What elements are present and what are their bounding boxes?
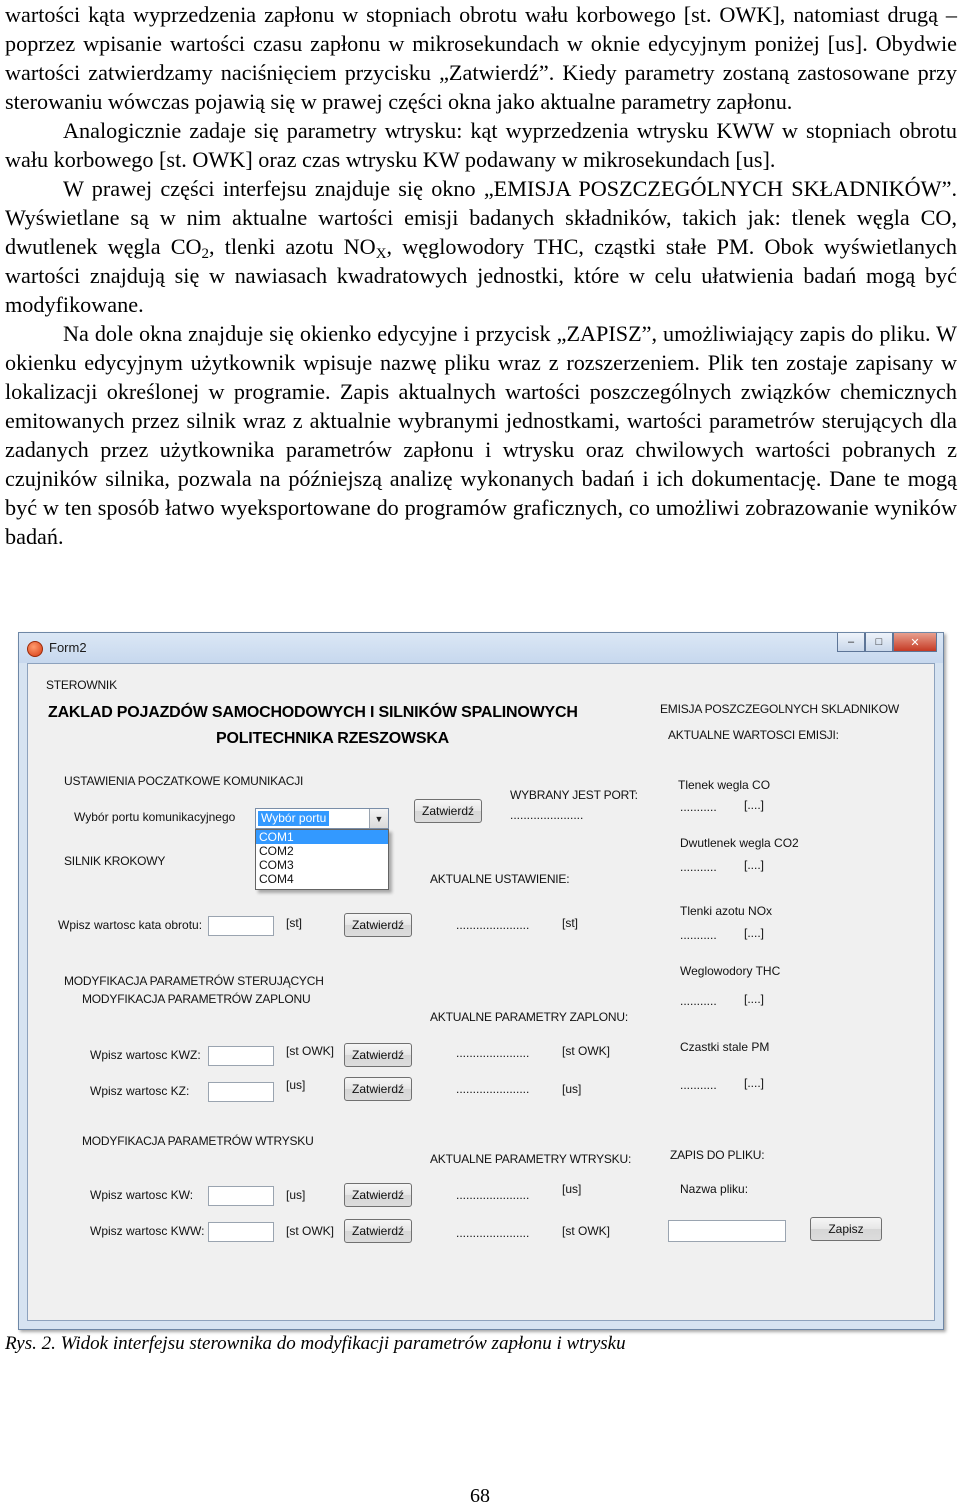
kw-input[interactable] [208,1186,274,1206]
paragraph: wartości kąta wyprzedzenia zapłonu w stopniach obrotu wału korbowego [st. OWK], natomiast drugą – poprzez wpisanie wartości czasu zapłonu w mikrosekundach w oknie edycyjnym poniżej [us]. Obydwie wartości zatwierdzamy naciśnięciem przycisku „Zatwierdź”. Kiedy parametry zostaną zastosowane przy sterowaniu wówczas pojawią się w prawej części okna jako aktualne parametry zapłonu. [5,2,957,114]
sterownik-group-label: STEROWNIK [46,678,117,692]
paragraph-text: , węglowodory THC, cząstki stałe PM. Obok wyświetlanych wartości znajdują się w nawiasach kwadratowych jednostki, które w celu ułatwienia badań mogą być modyfikowane. [5,234,957,317]
port-option[interactable]: COM4 [259,872,294,886]
kw-unit: [us] [286,1188,306,1202]
kz-input[interactable] [208,1082,274,1102]
comm-settings-group-label: USTAWIENIA POCZATKOWE KOMUNIKACJI [64,774,304,788]
paragraph-text: W prawej części interfejsu znajduje się okno „EMISJA POSZCZEGÓLNYCH SKŁADNIKÓW”. Wyświetlane są w nim aktualne wartości emisji badanych składników, takich jak: tlenek węgla CO, dwutlenek węgla CO [5,176,957,259]
angle-confirm-button[interactable]: Zatwierdź [344,913,412,937]
kww-input[interactable] [208,1222,274,1242]
title-bar[interactable] [19,633,943,663]
save-button[interactable]: Zapisz [810,1217,882,1241]
figure-caption: Rys. 2. Widok interfejsu sterownika do modyfikacji parametrów zapłonu i wtrysku [5,1333,626,1354]
kz-confirm-button[interactable]: Zatwierdź [344,1077,412,1101]
current-emission-label: AKTUALNE WARTOSCI EMISJI: [668,728,839,742]
thc-unit: [....] [744,992,765,1006]
port-select[interactable] [255,808,389,829]
app-icon [27,641,43,657]
port-option[interactable]: COM3 [259,858,294,872]
port-select-value: Wybór portu [258,811,329,826]
current-angle-value: ...................... [456,918,530,932]
kwz-label: Wpisz wartosc KWZ: [90,1048,201,1062]
stepper-group-label: SILNIK KROKOWY [64,854,166,868]
angle-unit: [st] [286,916,303,930]
form-client-area [27,663,935,1321]
co-unit: [....] [744,798,765,812]
save-group-label: ZAPIS DO PLIKU: [670,1148,765,1162]
co-value: ........... [680,800,717,814]
emission-group-label: EMISJA POSZCZEGOLNYCH SKLADNIKOW [660,702,899,716]
close-button[interactable]: ✕ [893,633,937,652]
paragraph: Na dole okna znajduje się okienko edycyjne i przycisk „ZAPISZ”, umożliwiający zapis do pliku. W okienku edycyjnym użytkownik wpisuje nazwę pliku wraz z rozszerzeniem. Plik ten zostaje zapisany w lokalizacji określonej w programie. Zapis aktualnych wartości poszczególnych związków chemicznych emitowanych przez silnik wraz z aktualnie wybranymi jednostkami, wartości parametrów sterujących dla zadanych przez użytkownika parametrów zapłonu i wtrysku oraz chwilowych wartości pobranych z czujników silnika, pozwala na późniejszą analizę wykonanych badań i ich dokumentację. Dane te mogą być w ten sposób łatwo wyeksportowane do programów graficznych, co umożliwi zobrazowanie wyników badań. [5,321,957,549]
paragraph-emisja [5,174,957,319]
current-kz-value: ...................... [456,1082,530,1096]
nox-label: Tlenki azotu NOx [680,904,773,918]
control-params-group-label: MODYFIKACJA PARAMETRÓW STERUJĄCYCH [64,974,324,988]
form-window [18,632,944,1330]
thc-label: Weglowodory THC [680,964,781,978]
chevron-down-icon[interactable]: ▼ [369,809,388,828]
port-confirm-button[interactable]: Zatwierdź [414,799,482,823]
kww-label: Wpisz wartosc KWW: [90,1224,205,1238]
co2-unit: [....] [744,858,765,872]
kz-label: Wpisz wartosc KZ: [90,1084,190,1098]
selected-port-label: WYBRANY JEST PORT: [510,788,638,802]
kw-confirm-button[interactable]: Zatwierdź [344,1183,412,1207]
paragraph-text: , tlenki azotu NO [209,234,376,259]
co-label: Tlenek wegla CO [678,778,771,792]
current-injection-label: AKTUALNE PARAMETRY WTRYSKU: [430,1152,632,1166]
port-dropdown-list [255,829,389,890]
current-setting-label: AKTUALNE USTAWIENIE: [430,872,570,886]
port-option[interactable]: COM1 [256,830,388,844]
current-kww-unit: [st OWK] [562,1224,610,1238]
current-angle-unit: [st] [562,916,579,930]
kz-unit: [us] [286,1078,306,1092]
heading-politechnika: POLITECHNIKA RZESZOWSKA [216,730,450,747]
kwz-unit: [st OWK] [286,1044,334,1058]
current-ignition-label: AKTUALNE PARAMETRY ZAPLONU: [430,1010,628,1024]
port-option[interactable]: COM2 [259,844,294,858]
paragraph: Analogicznie zadaje się parametry wtrysku: kąt wyprzedzenia wtrysku KWW w stopniach obrotu wału korbowego [st. OWK] oraz czas wtrysku KW podawany w mikrosekundach [us]. [5,118,957,172]
injection-group-label: MODYFIKACJA PARAMETRÓW WTRYSKU [82,1134,314,1148]
nox-value: ........... [680,928,717,942]
minimize-button[interactable]: – [837,633,865,652]
co2-value: ........... [680,860,717,874]
window-title: Form2 [49,640,87,655]
kww-unit: [st OWK] [286,1224,334,1238]
thc-value: ........... [680,994,717,1008]
angle-input[interactable] [208,916,274,936]
pm-value: ........... [680,1078,717,1092]
kwz-confirm-button[interactable]: Zatwierdź [344,1043,412,1067]
subscript: X [375,246,387,262]
subscript: 2 [201,246,210,262]
co2-label: Dwutlenek wegla CO2 [680,836,799,850]
pm-unit: [....] [744,1076,765,1090]
port-label: Wybór portu komunikacyjnego [74,810,236,824]
selected-port-value: ...................... [510,808,584,822]
current-kwz-unit: [st OWK] [562,1044,610,1058]
angle-label: Wpisz wartosc kata obrotu: [58,918,203,932]
filename-input[interactable] [668,1220,786,1242]
current-kw-value: ...................... [456,1188,530,1202]
current-kw-unit: [us] [562,1182,582,1196]
heading-zaklad: ZAKLAD POJAZDÓW SAMOCHODOWYCH I SILNIKÓW SPALINOWYCH [48,704,578,721]
window-controls [837,633,937,652]
nox-unit: [....] [744,926,765,940]
kwz-input[interactable] [208,1046,274,1066]
current-kwz-value: ...................... [456,1046,530,1060]
kww-confirm-button[interactable]: Zatwierdź [344,1219,412,1243]
pm-label: Czastki stale PM [680,1040,770,1054]
document-body [5,0,957,551]
current-kww-value: ...................... [456,1226,530,1240]
current-kz-unit: [us] [562,1082,582,1096]
filename-label: Nazwa pliku: [680,1182,749,1196]
kw-label: Wpisz wartosc KW: [90,1188,194,1202]
maximize-button[interactable]: □ [865,633,893,652]
page-number: 68 [470,1485,490,1507]
ignition-group-label: MODYFIKACJA PARAMETRÓW ZAPLONU [82,992,311,1006]
